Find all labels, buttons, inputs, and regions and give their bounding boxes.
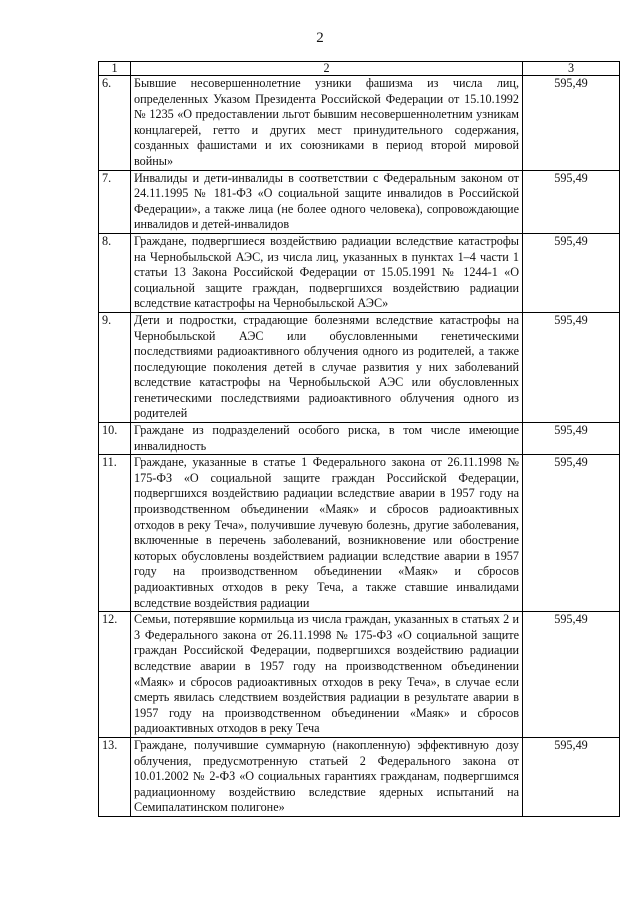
- row-description: Граждане, получившие суммарную (накопленную) эффективную дозу облучения, предусмотренную статьей 2 Федерального закона от 10.01.2002 № 2-ФЗ «О социальных гарантиях гражданам, подвергшимся радиационному воздействию вследствие ядерных испытаний на Семипалатинском полигоне»: [131, 737, 523, 816]
- row-value: 595,49: [523, 170, 620, 233]
- column-header-3: 3: [523, 62, 620, 76]
- table-row: [99, 423, 620, 455]
- row-number: 11.: [99, 455, 131, 612]
- row-value: 595,49: [523, 455, 620, 612]
- table-header-row: [99, 62, 620, 76]
- row-number: 10.: [99, 423, 131, 455]
- table-row: [99, 233, 620, 312]
- row-value: 595,49: [523, 423, 620, 455]
- row-value: 595,49: [523, 612, 620, 738]
- row-description: Граждане из подразделений особого риска, в том числе имеющие инвалидность: [131, 423, 523, 455]
- page-number: 2: [316, 30, 324, 46]
- row-number: 8.: [99, 233, 131, 312]
- table-row: [99, 455, 620, 612]
- row-description: Инвалиды и дети-инвалиды в соответствии с Федеральным законом от 24.11.1995 № 181-ФЗ «О социальной защите инвалидов в Российской Федерации», а также лица (не более одного человека), сопровождающие инвалидов и детей-инвалидов: [131, 170, 523, 233]
- row-description: Дети и подростки, страдающие болезнями вследствие катастрофы на Чернобыльской АЭС или обусловленными генетическими последствиями радиоактивного облучения одного из родителей, а также последующие поколения детей в случае развития у них заболеваний вследствие катастрофы на Чернобыльской АЭС или обусловленных генетическими последствиями радиоактивного облучения одного из родителей: [131, 312, 523, 422]
- column-header-2: 2: [131, 62, 523, 76]
- row-description: Семьи, потерявшие кормильца из числа граждан, указанных в статьях 2 и 3 Федерального закона от 26.11.1998 № 175-ФЗ «О социальной защите граждан Российской Федерации, подвергшихся воздействию радиации вследствие аварии в 1957 году на производственном объединении «Маяк» и сбросов радиоактивных отходов в реку Теча», в случае если смерть явилась следствием воздействия радиации в результате аварии в 1957 году на производственном объединении «Маяк» и сбросов радиоактивных отходов в реку Теча: [131, 612, 523, 738]
- row-number: 9.: [99, 312, 131, 422]
- table-row: [99, 737, 620, 816]
- row-number: 12.: [99, 612, 131, 738]
- column-header-1: 1: [99, 62, 131, 76]
- row-value: 595,49: [523, 737, 620, 816]
- row-value: 595,49: [523, 233, 620, 312]
- table-row: [99, 170, 620, 233]
- table-row: [99, 312, 620, 422]
- row-value: 595,49: [523, 76, 620, 171]
- row-description: Граждане, указанные в статье 1 Федерального закона от 26.11.1998 № 175-ФЗ «О социальной защите граждан Российской Федерации, подвергшихся воздействию радиации вследствие аварии в 1957 году на производственном объединении «Маяк» и сбросов радиоактивных отходов в реку Теча», получившие лучевую болезнь, другие заболевания, включенные в перечень заболеваний, возникновение или обострение которых обусловлены воздействием радиации вследствие аварии в 1957 году на производственном объединении «Маяк» и сбросов радиоактивных отходов в реку Теча, а также ставшие инвалидами вследствие воздействия радиации: [131, 455, 523, 612]
- row-number: 13.: [99, 737, 131, 816]
- table-row: [99, 612, 620, 738]
- row-description: Граждане, подвергшиеся воздействию радиации вследствие катастрофы на Чернобыльской АЭС, из числа лиц, указанных в пунктах 1–4 части 1 статьи 13 Закона Российской Федерации от 15.05.1991 № 1244-1 «О социальной защите граждан, подвергшихся воздействию радиации вследствие катастрофы на Чернобыльской АЭС»: [131, 233, 523, 312]
- table-row: [99, 76, 620, 171]
- row-number: 6.: [99, 76, 131, 171]
- row-number: 7.: [99, 170, 131, 233]
- row-description: Бывшие несовершеннолетние узники фашизма из числа лиц, определенных Указом Президента Российской Федерации от 15.10.1992 № 1235 «О предоставлении льгот бывшим несовершеннолетним узникам концлагерей, гетто и других мест принудительного содержания, созданных фашистами и их союзниками в период второй мировой войны»: [131, 76, 523, 171]
- row-value: 595,49: [523, 312, 620, 422]
- benefits-table: [98, 61, 620, 817]
